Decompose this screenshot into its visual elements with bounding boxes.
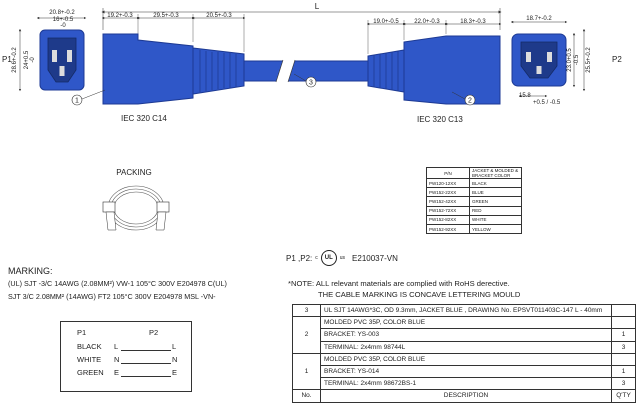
color-value: BLACK xyxy=(470,179,522,188)
part-number: PW152-72XX xyxy=(427,206,470,215)
table-row xyxy=(293,317,636,329)
table-row xyxy=(293,305,636,317)
pin-table-p2: P2 xyxy=(149,328,159,337)
item-qty: 3 xyxy=(612,378,636,390)
pin-table xyxy=(60,321,192,392)
pin-b: N xyxy=(172,355,178,364)
marking-line-2: SJT 3/C 2.08MM² (14AWG) FT2 105°C 300V E204978 MSL -VN- xyxy=(8,292,216,301)
table-row xyxy=(293,365,636,377)
item-qty xyxy=(612,305,636,317)
item-qty: 3 xyxy=(612,341,636,353)
item-desc: MOLDED PVC 35P, COLOR BLUE xyxy=(321,353,612,365)
callout-3: 3 xyxy=(309,79,313,87)
table-row xyxy=(293,329,636,341)
certification-line xyxy=(286,250,398,266)
p1-front-view xyxy=(2,10,85,90)
marking-line-1: (UL) SJT -3/C 14AWG (2.08MM²) VW-1 105°C 300V E204978 C(UL) xyxy=(8,279,227,288)
item-desc: TERMINAL: 2x4mm 98672BS-1 xyxy=(321,378,612,390)
item-qty xyxy=(612,353,636,365)
c14-strain-dim: 20.5+-0.3 xyxy=(206,13,232,19)
cert-mark-c: c xyxy=(315,255,318,261)
color-value: WHITE xyxy=(470,215,522,224)
wire-color: BLACK xyxy=(77,342,102,351)
p2-front-view xyxy=(512,16,622,106)
cable xyxy=(244,60,368,87)
table-row xyxy=(293,353,636,365)
p2-bottom-dim: 15.8 xyxy=(519,93,531,99)
ul-logo-icon: UL xyxy=(321,250,337,266)
pin-b: E xyxy=(172,368,178,377)
item-no: 1 xyxy=(293,353,321,390)
table-row xyxy=(427,188,522,197)
wire-line xyxy=(121,376,171,377)
pin-b: L xyxy=(172,342,177,351)
c13-body-dim: 22.0+-0.3 xyxy=(414,19,440,25)
p1-label: P1 xyxy=(2,55,12,64)
c14-name: IEC 320 C14 xyxy=(121,114,167,123)
color-value: BLUE xyxy=(470,188,522,197)
pin-table-p1: P1 xyxy=(77,328,87,337)
marking-note: THE CABLE MARKING IS CONCAVE LETTERING MOULD xyxy=(318,290,521,299)
callout-1: 1 xyxy=(75,97,79,105)
wire-color: GREEN xyxy=(77,368,104,377)
item-desc: BRACKET: YS-003 xyxy=(321,329,612,341)
p2-height1-tol: -0.5 xyxy=(574,54,580,66)
bom-footer xyxy=(293,390,636,402)
pin-a: E xyxy=(114,368,120,377)
footer-qty: Q'TY xyxy=(612,390,636,402)
callout-2: 2 xyxy=(468,97,472,105)
table-row xyxy=(427,224,522,233)
table-row xyxy=(427,206,522,215)
p2-height1-dim: 23.0+0.5 xyxy=(567,48,573,72)
color-value: RED xyxy=(470,206,522,215)
item-no: 2 xyxy=(293,317,321,354)
packing-coil xyxy=(103,168,169,230)
table-row xyxy=(293,378,636,390)
p2-bottom-tol: +0.5 / -0.5 xyxy=(533,100,561,106)
item-desc: UL SJT 14AWG*3C, OD 9.3mm, JACKET BLUE , DRAWING No. EPSVT011403C-147 L - 40mm xyxy=(321,305,612,317)
p2-label: P2 xyxy=(612,55,622,64)
color-value: GREEN xyxy=(470,197,522,206)
part-number: PW152-22XX xyxy=(427,188,470,197)
table-row xyxy=(427,215,522,224)
wire-line xyxy=(121,363,171,364)
color-table-header xyxy=(427,168,522,179)
c14-body-dim: 29.5+-0.3 xyxy=(153,13,179,19)
c13-strain-dim: 19.0+-0.5 xyxy=(373,19,399,25)
table-row xyxy=(293,341,636,353)
table-row xyxy=(427,197,522,206)
footer-desc: DESCRIPTION xyxy=(321,390,612,402)
p2-width-dim: 18.7+-0.2 xyxy=(526,16,552,22)
p1-inner-width-dim: 16+-0.5 xyxy=(52,17,74,23)
color-value: YELLOW xyxy=(470,224,522,233)
table-row xyxy=(427,179,522,188)
c14-head-dim: 19.2+-0.3 xyxy=(107,13,133,19)
cert-mark-us: us xyxy=(339,255,346,261)
part-number: PW120-12XX xyxy=(427,179,470,188)
item-desc: TERMINAL: 2x4mm 98744L xyxy=(321,341,612,353)
p1-inner-width-tol: -0 xyxy=(60,23,66,29)
pin-a: L xyxy=(114,342,119,351)
pin-a: N xyxy=(114,355,120,364)
item-desc: MOLDED PVC 35P, COLOR BLUE xyxy=(321,317,612,329)
length-label: L xyxy=(314,2,320,11)
p1-width-dim: 20.8+-0.2 xyxy=(49,10,75,16)
item-qty: 1 xyxy=(612,329,636,341)
wire-color: WHITE xyxy=(77,355,102,364)
cert-file: E210037-VN xyxy=(352,253,398,263)
p1-inner-height-dim: 24+0.5 xyxy=(24,50,30,70)
cert-ports: P1 ,P2: xyxy=(286,253,313,263)
footer-no: No. xyxy=(293,390,321,402)
c13-name: IEC 320 C13 xyxy=(417,115,463,124)
c13-head-dim: 18.3+-0.3 xyxy=(460,19,486,25)
part-number: PW152-92XX xyxy=(427,224,470,233)
p2-height2-dim: 25.5+-0.2 xyxy=(586,47,592,73)
item-qty xyxy=(612,317,636,329)
p1-inner-height-tol: -0 xyxy=(30,57,36,63)
color-table-header-color: JACKET & MOLDED & BRACKET COLOR xyxy=(470,168,522,179)
rohs-note: *NOTE: ALL relevant materials are complied with RoHS derective. xyxy=(288,279,510,288)
p1-height-dim: 28.6+-0.2 xyxy=(12,47,18,73)
color-table-header-pn: P/N xyxy=(427,168,470,179)
part-number: PW152-82XX xyxy=(427,215,470,224)
color-code-table xyxy=(426,167,522,234)
c14-connector xyxy=(72,13,244,105)
c13-connector xyxy=(368,19,500,105)
wire-line xyxy=(121,350,171,351)
marking-title: MARKING: xyxy=(8,266,53,276)
item-desc: BRACKET: YS-014 xyxy=(321,365,612,377)
part-number: PW152-42XX xyxy=(427,197,470,206)
item-no: 3 xyxy=(293,305,321,317)
bom-table xyxy=(292,304,636,403)
item-qty: 1 xyxy=(612,365,636,377)
packing-label: PACKING xyxy=(116,168,152,177)
